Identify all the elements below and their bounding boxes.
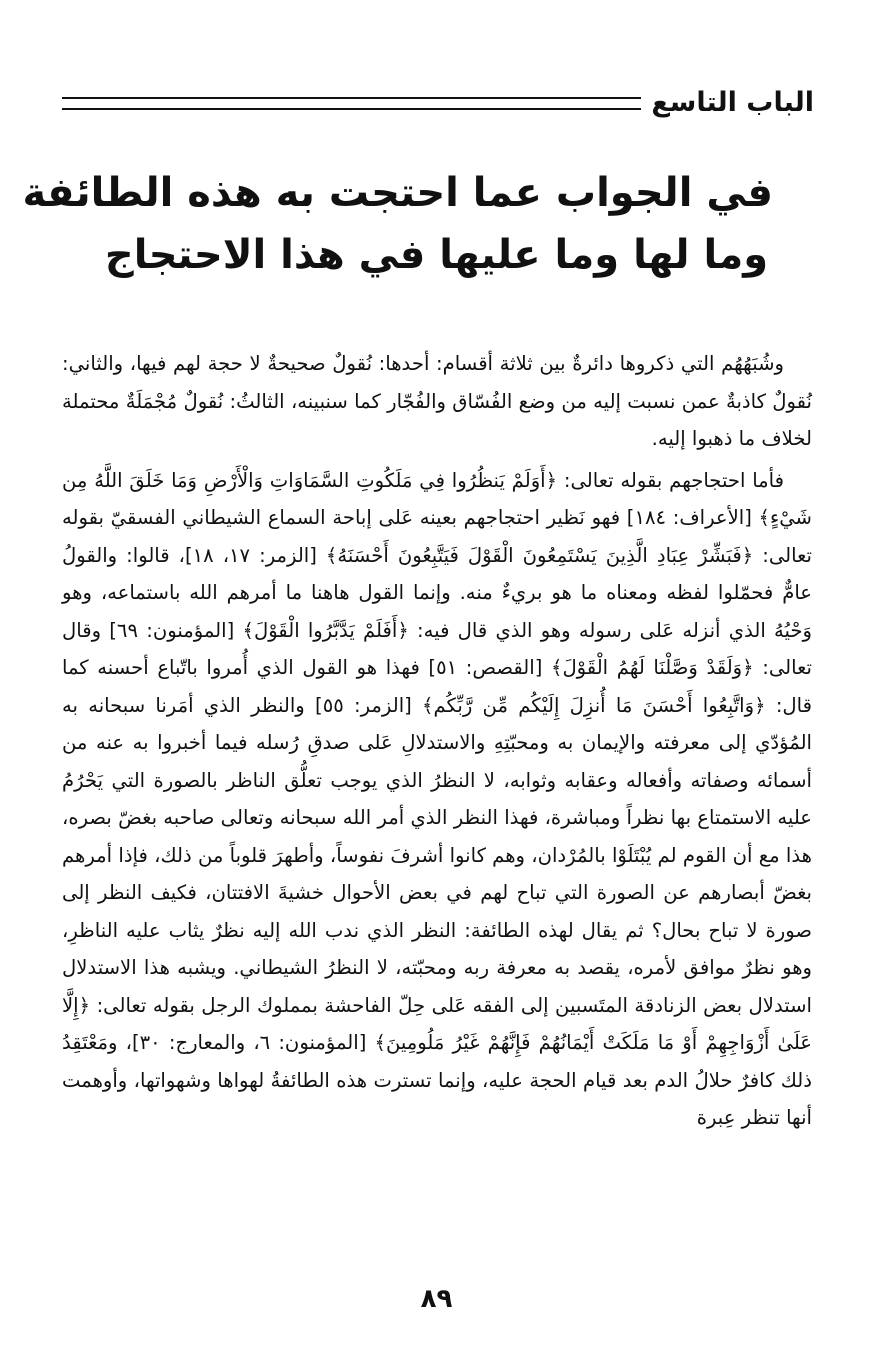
section-title-line-2: وما لها وما عليها في هذا الاحتجاج bbox=[104, 232, 769, 278]
chapter-label: الباب التاسع bbox=[651, 86, 814, 118]
header-double-rule bbox=[62, 97, 641, 110]
running-header bbox=[62, 80, 814, 124]
body-text bbox=[62, 345, 812, 1137]
section-title bbox=[22, 162, 773, 286]
paragraph-2: فأما احتجاجهم بقوله تعالى: ﴿أَوَلَمْ يَنظُرُوا فِي مَلَكُوتِ السَّمَاوَاتِ وَالْأَرْضِ وَمَا خَلَقَ اللَّهُ مِن شَيْءٍ﴾ [الأعراف: ١٨٤] فهو نَظير احتجاجهم بعينه عَلى إباحة السماع الشيطاني الفسقيّ بقوله تعالى: ﴿فَبَشِّرْ عِبَادِ الَّذِينَ يَسْتَمِعُونَ الْقَوْلَ فَيَتَّبِعُونَ أَحْسَنَهُ﴾ [الزمر: ١٧، ١٨]، قالوا: والقولُ عامٌّ فحمّلوا لفظه ومعناه ما هو بريءٌ منه. وإنما القول هاهنا ما أمرهم الله باستماعه، وهو وَحْيُهُ الذي أنزله عَلى رسوله وهو الذي قال فيه: ﴿أَفَلَمْ يَدَّبَّرُوا الْقَوْلَ﴾ [المؤمنون: ٦٩] وقال تعالى: ﴿وَلَقَدْ وَصَّلْنَا لَهُمُ الْقَوْلَ﴾ [القصص: ٥١] فهذا هو القول الذي أُمروا باتّباع أحسنه كما قال: ﴿وَاتَّبِعُوا أَحْسَنَ مَا أُنزِلَ إِلَيْكُم مِّن رَّبِّكُم﴾ [الزمر: ٥٥] والنظر الذي أمَرنا سبحانه به المُؤدّي إلى معرفته والإيمان به ومحبّتِهِ والاستدلالِ عَلى صدقِ رُسله فيما أخبروا به عنه من أسمائه وصفاته وأفعاله وعقابه وثوابه، لا النظرُ الذي يوجب تعلُّق الناظر بالصورة التي يَحْرُمُ عليه الاستمتاع بها نظراً ومباشرة، فهذا النظر الذي أمر الله سبحانه وتعالى صاحبه بغضّ بصره، هذا مع أن القوم لم يُبْتَلَوْا بالمُرْدان، وهم كانوا أشرفَ نفوساً، وأطهرَ قلوباً من ذلك، فإذا أمرهم بغضّ أبصارهم عن الصورة التي تباح لهم في بعض الأحوال خشيةَ الافتتان، فكيف النظر إلى صورة لا تباح بحال؟ ثم يقال لهذه الطائفة: النظر الذي ندب الله إليه نظرٌ يثاب عليه الناظرِ، وهو نظرٌ موافق لأمره، يقصد به معرفة ربه ومحبّته، لا النظرُ الشيطاني. ويشبه هذا الاستدلال استدلال بعض الزنادقة المتَسبين إلى الفقه عَلى حِلّ الفاحشة بمملوك الرجل بقوله تعالى: ﴿إِلَّا عَلَىٰ أَزْوَاجِهِمْ أَوْ مَا مَلَكَتْ أَيْمَانُهُمْ فَإِنَّهُمْ غَيْرُ مَلُومِينَ﴾ [المؤمنون: ٦، والمعارج: ٣٠]، ومَعْتَقِدُ ذلك كافرٌ حلالُ الدم بعد قيام الحجة عليه، وإنما تسترت هذه الطائفةُ لهواها وشهواتها، وأوهمت أنها تنظر عِبرة bbox=[62, 468, 813, 1129]
section-title-line-1: في الجواب عما احتجت به هذه الطائفة bbox=[22, 170, 773, 216]
page-number: ٨٩ bbox=[420, 1284, 453, 1314]
paragraph-1: وشُبَهُهُم التي ذكروها دائرةٌ بين ثلاثة أقسام: أحدها: نُقولٌ صحيحةٌ لا حجة لهم فيها، والثاني: نُقولٌ كاذبةٌ عمن نسبت إليه من وضع الفُسّاق والفُجّار كما سنبينه، الثالثُ: نُقولٌ مُجْمَلَةٌ محتملة لخلاف ما ذهبوا إليه. bbox=[62, 352, 812, 450]
